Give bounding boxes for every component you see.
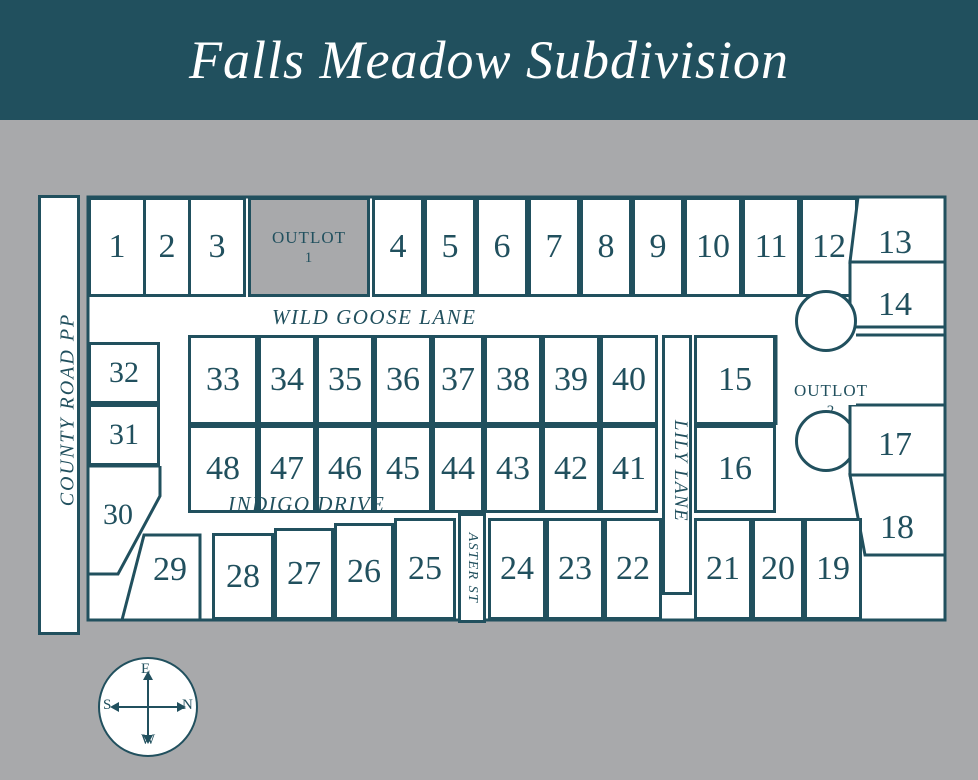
compass-arrow-left-icon <box>110 702 119 712</box>
lot-38[interactable] <box>484 335 542 425</box>
lot-label: 31 <box>109 418 139 451</box>
lot-label: 17 <box>878 426 912 463</box>
lot-18[interactable] <box>862 500 932 555</box>
lot-label: 38 <box>496 361 530 398</box>
lot-34[interactable] <box>258 335 316 425</box>
lot-label: 40 <box>612 361 646 398</box>
lot-9[interactable] <box>632 197 684 297</box>
lot-35[interactable] <box>316 335 374 425</box>
lot-label: 9 <box>649 228 667 265</box>
page-header <box>0 0 978 120</box>
lot-label: 7 <box>545 228 563 265</box>
lot-36[interactable] <box>374 335 432 425</box>
lot-label: 18 <box>880 508 914 546</box>
lot-label: 4 <box>389 228 407 265</box>
lot-label: 23 <box>558 550 592 587</box>
lot-25[interactable] <box>394 518 456 620</box>
lot-label: 39 <box>554 361 588 398</box>
lot-3[interactable] <box>188 197 246 297</box>
lot-label: 20 <box>761 550 795 587</box>
lot-label: 16 <box>718 450 752 487</box>
lot-13[interactable] <box>860 218 930 268</box>
lot-26[interactable] <box>334 523 394 620</box>
lot-6[interactable] <box>476 197 528 297</box>
lot-label: 24 <box>500 550 534 587</box>
lot-28[interactable] <box>212 533 274 620</box>
lot-22[interactable] <box>604 518 662 620</box>
compass-label-left: S <box>103 697 112 713</box>
lot-label: 48 <box>206 450 240 487</box>
lot-31[interactable] <box>88 404 160 466</box>
lot-label: 43 <box>496 450 530 487</box>
lot-44[interactable] <box>432 425 484 513</box>
lot-label: 28 <box>226 557 260 595</box>
lot-20[interactable] <box>752 518 804 620</box>
lot-32[interactable] <box>88 342 160 404</box>
lot-label: 14 <box>878 286 912 323</box>
lot-label: 32 <box>109 356 139 389</box>
lot-label: 45 <box>386 450 420 487</box>
lot-41[interactable] <box>600 425 658 513</box>
lot-label: 3 <box>208 228 226 265</box>
lot-27[interactable] <box>274 528 334 620</box>
lot-label: 1 <box>108 228 126 265</box>
plat-map <box>0 120 978 780</box>
outlot-number: 1 <box>304 249 314 266</box>
lot-5[interactable] <box>424 197 476 297</box>
lot-7[interactable] <box>528 197 580 297</box>
lot-24[interactable] <box>488 518 546 620</box>
compass-label-right: N <box>182 697 193 713</box>
lot-label: 30 <box>103 498 133 531</box>
lot-label: 22 <box>616 550 650 587</box>
compass-needle-horizontal <box>118 706 178 708</box>
lot-label: 33 <box>206 361 240 398</box>
lot-label: 26 <box>347 552 381 590</box>
lot-label: 8 <box>597 228 615 265</box>
lot-label: 41 <box>612 450 646 487</box>
lot-label: 47 <box>270 450 304 487</box>
lot-39[interactable] <box>542 335 600 425</box>
lot-label: 13 <box>878 224 912 261</box>
lot-label: 36 <box>386 361 420 398</box>
lot-label: 27 <box>287 555 321 592</box>
lot-label: 19 <box>816 550 850 587</box>
lot-42[interactable] <box>542 425 600 513</box>
compass-label-top: E <box>141 661 151 677</box>
compass-label-bottom: W <box>141 732 156 748</box>
lot-11[interactable] <box>742 197 800 297</box>
lot-label: 25 <box>408 550 442 587</box>
lot-label: 42 <box>554 450 588 487</box>
lot-4[interactable] <box>372 197 424 297</box>
outlot-1[interactable] <box>248 197 370 297</box>
lot-33[interactable] <box>188 335 258 425</box>
lot-16[interactable] <box>694 425 776 513</box>
lot-label: 2 <box>158 228 176 265</box>
county-road-strip <box>38 195 80 635</box>
lot-17[interactable] <box>860 420 930 470</box>
lot-19[interactable] <box>804 518 862 620</box>
lot-label: 37 <box>441 361 475 398</box>
lot-label: 34 <box>270 361 304 398</box>
lot-label: 11 <box>754 228 788 265</box>
lot-label: 35 <box>328 361 362 398</box>
lot-label: 10 <box>696 228 730 265</box>
lot-label: 46 <box>328 450 362 487</box>
lot-label: 15 <box>718 361 752 398</box>
outlot-label: OUTLOT <box>794 380 868 400</box>
lot-15[interactable] <box>694 335 776 425</box>
lot-23[interactable] <box>546 518 604 620</box>
compass-rose <box>98 657 198 757</box>
lily-lane-label: LILY LANE <box>670 419 691 523</box>
lot-label: 21 <box>706 550 740 587</box>
lot-8[interactable] <box>580 197 632 297</box>
lot-1[interactable] <box>88 197 146 297</box>
indigo-drive-label: INDIGO DRIVE <box>228 492 386 516</box>
lot-21[interactable] <box>694 518 752 620</box>
lot-label: 12 <box>812 228 846 265</box>
lot-43[interactable] <box>484 425 542 513</box>
outlot-label: OUTLOT <box>272 227 346 247</box>
lot-40[interactable] <box>600 335 658 425</box>
lot-10[interactable] <box>684 197 742 297</box>
lot-label: 44 <box>441 450 475 487</box>
lot-29[interactable] <box>140 545 200 595</box>
lot-label: 5 <box>441 228 459 265</box>
wild-goose-lane-label: WILD GOOSE LANE <box>272 305 477 329</box>
aster-st-label: ASTER ST <box>465 532 480 604</box>
lot-label: 29 <box>153 551 187 588</box>
lot-label: 6 <box>493 228 511 265</box>
county-road-label: COUNTY ROAD PP <box>56 312 79 507</box>
lot-37[interactable] <box>432 335 484 425</box>
lot-2[interactable] <box>143 197 191 297</box>
page-title: Falls Meadow Subdivision <box>189 30 789 90</box>
